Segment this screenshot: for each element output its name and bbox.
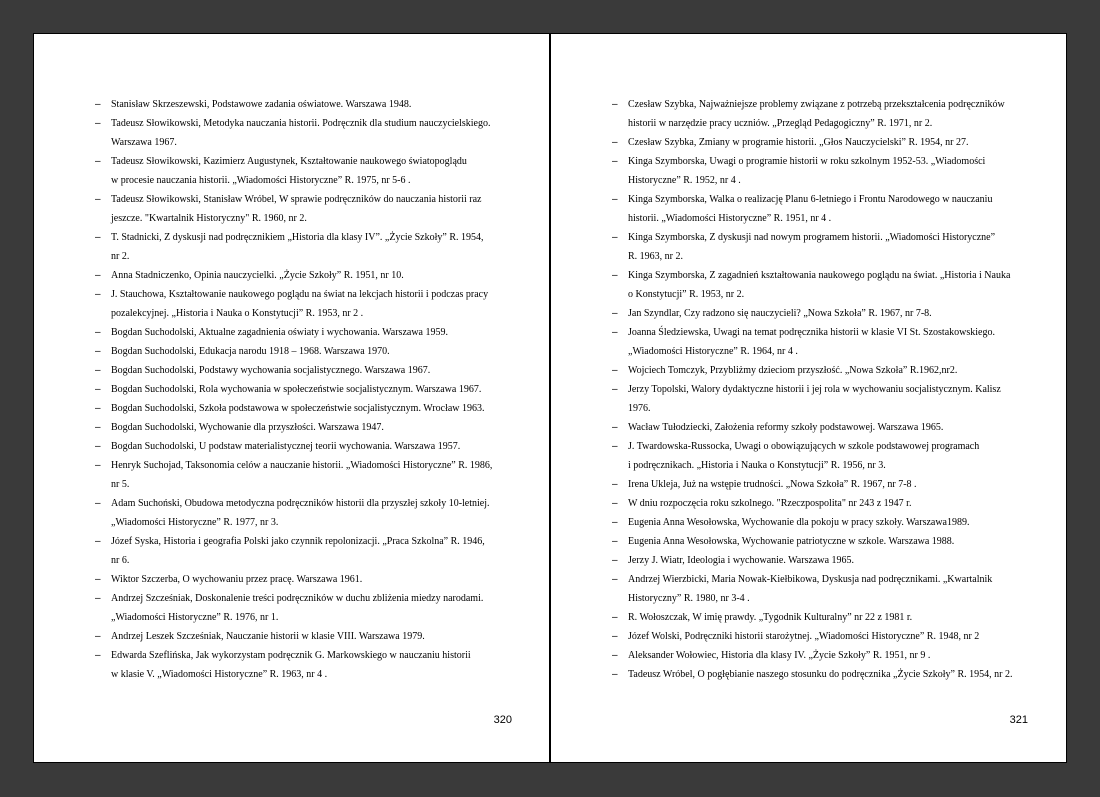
dash-bullet-icon: – xyxy=(95,574,101,585)
bibliography-entry xyxy=(612,532,1036,551)
bibliography-entry xyxy=(95,570,513,589)
bibliography-entry xyxy=(95,323,513,342)
entry-text: Andrzej Szcześniak, Doskonalenie treści podręczników w duchu zbliżenia miedzy narodami. „Wiadomości Historyczne” R. 1976, nr 1. xyxy=(111,593,484,623)
dash-bullet-icon: – xyxy=(612,479,618,490)
bibliography-entry xyxy=(612,513,1036,532)
dash-bullet-icon: – xyxy=(612,650,618,661)
dash-bullet-icon: – xyxy=(612,536,618,547)
bibliography-entry xyxy=(95,456,513,494)
dash-bullet-icon: – xyxy=(612,270,618,281)
dash-bullet-icon: – xyxy=(95,384,101,395)
dash-bullet-icon: – xyxy=(95,194,101,205)
entry-text: Joanna Śledziewska, Uwagi na temat podręcznika historii w klasie VI St. Szostakowskiego. „Wiadomości Historyczne” R. 1964, nr 4 . xyxy=(628,327,995,357)
dash-bullet-icon: – xyxy=(612,498,618,509)
entry-text: Henryk Suchojad, Taksonomia celów a nauczanie historii. „Wiadomości Historyczne” R. 1986, nr 5. xyxy=(111,460,493,490)
dash-bullet-icon: – xyxy=(612,422,618,433)
entry-text: Wojciech Tomczyk, Przybliżmy dzieciom przyszłość. „Nowa Szkoła” R.1962,nr2. xyxy=(628,365,958,376)
bibliography-entry xyxy=(612,494,1036,513)
bibliography-entry xyxy=(612,475,1036,494)
entry-text: Bogdan Suchodolski, Aktualne zagadnienia oświaty i wychowania. Warszawa 1959. xyxy=(111,327,448,338)
dash-bullet-icon: – xyxy=(612,631,618,642)
entry-text: Kinga Szymborska, Uwagi o programie historii w roku szkolnym 1952-53. „Wiadomości Historyczne” R. 1952, nr 4 . xyxy=(628,156,986,186)
bibliography-entry xyxy=(95,266,513,285)
entry-text: Bogdan Suchodolski, Podstawy wychowania socjalistycznego. Warszawa 1967. xyxy=(111,365,431,376)
entry-text: Stanisław Skrzeszewski, Podstawowe zadania oświatowe. Warszawa 1948. xyxy=(111,99,412,110)
bibliography-entry xyxy=(612,380,1036,418)
dash-bullet-icon: – xyxy=(95,232,101,243)
bibliography-entry xyxy=(612,152,1036,190)
dash-bullet-icon: – xyxy=(95,118,101,129)
bibliography-entry xyxy=(612,551,1036,570)
dash-bullet-icon: – xyxy=(95,422,101,433)
dash-bullet-icon: – xyxy=(95,346,101,357)
entry-text: Edwarda Szeflińska, Jak wykorzystam podręcznik G. Markowskiego w nauczaniu historii w klasie V. „Wiadomości Historyczne” R. 1963, nr 4 . xyxy=(111,650,471,680)
bibliography-entry xyxy=(95,361,513,380)
bibliography-entry xyxy=(95,380,513,399)
entry-text: Bogdan Suchodolski, Szkoła podstawowa w społeczeństwie socjalistycznym. Wrocław 1963. xyxy=(111,403,485,414)
bibliography-entry xyxy=(612,418,1036,437)
bibliography-entry xyxy=(95,646,513,684)
entry-text: Czesław Szybka, Zmiany w programie historii. „Głos Nauczycielski” R. 1954, nr 27. xyxy=(628,137,969,148)
dash-bullet-icon: – xyxy=(95,631,101,642)
dash-bullet-icon: – xyxy=(95,650,101,661)
dash-bullet-icon: – xyxy=(612,232,618,243)
dash-bullet-icon: – xyxy=(612,156,618,167)
entry-text: Jerzy Topolski, Walory dydaktyczne historii i jej rola w wychowaniu socjalistycznym. Kalisz 1976. xyxy=(628,384,1001,414)
dash-bullet-icon: – xyxy=(95,270,101,281)
dash-bullet-icon: – xyxy=(612,194,618,205)
entry-text: Wiktor Szczerba, O wychowaniu przez pracę. Warszawa 1961. xyxy=(111,574,363,585)
dash-bullet-icon: – xyxy=(95,99,101,110)
bibliography-entry xyxy=(612,266,1036,304)
page-right xyxy=(550,33,1067,763)
dash-bullet-icon: – xyxy=(95,536,101,547)
bibliography-entry xyxy=(612,646,1036,665)
entry-text: Jerzy J. Wiatr, Ideologia i wychowanie. Warszawa 1965. xyxy=(628,555,855,566)
dash-bullet-icon: – xyxy=(95,593,101,604)
entry-text: T. Stadnicki, Z dyskusji nad podręcznikiem „Historia dla klasy IV”. „Życie Szkoły” R. 1954, nr 2. xyxy=(111,232,484,262)
bibliography-entry xyxy=(612,361,1036,380)
dash-bullet-icon: – xyxy=(612,517,618,528)
dash-bullet-icon: – xyxy=(95,441,101,452)
entry-text: Irena Ukleja, Już na wstępie trudności. „Nowa Szkoła” R. 1967, nr 7-8 . xyxy=(628,479,917,490)
bibliography-entry xyxy=(95,418,513,437)
bibliography-entry xyxy=(612,665,1036,684)
dash-bullet-icon: – xyxy=(612,441,618,452)
entry-text: Andrzej Wierzbicki, Maria Nowak-Kiełbikowa, Dyskusja nad podręcznikami. „Kwartalnik Historyczny” R. 1980, nr 3-4 . xyxy=(628,574,993,604)
bibliography-entry xyxy=(612,323,1036,361)
dash-bullet-icon: – xyxy=(612,137,618,148)
entry-text: Tadeusz Wróbel, O pogłębianie naszego stosunku do podręcznika „Życie Szkoły” R. 1954, nr 2. xyxy=(628,669,1013,680)
dash-bullet-icon: – xyxy=(95,403,101,414)
entry-text: R. Wołoszczak, W imię prawdy. „Tygodnik Kulturalny” nr 22 z 1981 r. xyxy=(628,612,913,623)
entry-text: Bogdan Suchodolski, Rola wychowania w społeczeństwie socjalistycznym. Warszawa 1967. xyxy=(111,384,482,395)
entry-text: Anna Stadniczenko, Opinia nauczycielki. „Życie Szkoły” R. 1951, nr 10. xyxy=(111,270,404,281)
bibliography-entry xyxy=(95,399,513,418)
bibliography-entry xyxy=(612,627,1036,646)
entry-text: W dniu rozpoczęcia roku szkolnego. "Rzeczpospolita" nr 243 z 1947 r. xyxy=(628,498,912,509)
entry-text: J. Stauchowa, Kształtowanie naukowego poglądu na świat na lekcjach historii i podczas pracy pozalekcyjnej. „Historia i Nauka o Konstytucji” R. 1953, nr 2 . xyxy=(111,289,489,319)
dash-bullet-icon: – xyxy=(612,612,618,623)
bibliography-entry xyxy=(95,627,513,646)
bibliography-entry xyxy=(95,190,513,228)
entry-text: Kinga Szymborska, Z dyskusji nad nowym programem historii. „Wiadomości Historyczne” R. 1963, nr 2. xyxy=(628,232,996,262)
bibliography-entry xyxy=(95,114,513,152)
entry-text: Aleksander Wołowiec, Historia dla klasy IV. „Życie Szkoły” R. 1951, nr 9 . xyxy=(628,650,931,661)
bibliography-entry xyxy=(612,133,1036,152)
entry-text: Kinga Szymborska, Walka o realizację Planu 6-letniego i Frontu Narodowego w nauczaniu historii. „Wiadomości Historyczne” R. 1951, nr 4 . xyxy=(628,194,993,224)
entry-text: Jan Szyndlar, Czy radzono się nauczycieli? „Nowa Szkoła” R. 1967, nr 7-8. xyxy=(628,308,932,319)
page-number-right: 321 xyxy=(1009,714,1028,726)
dash-bullet-icon: – xyxy=(95,156,101,167)
entry-text: Józef Syska, Historia i geografia Polski jako czynnik repolonizacji. „Praca Szkolna” R. 1946, nr 6. xyxy=(111,536,485,566)
bibliography-entry xyxy=(612,437,1036,475)
dash-bullet-icon: – xyxy=(612,555,618,566)
bibliography-entry xyxy=(95,437,513,456)
dash-bullet-icon: – xyxy=(95,460,101,471)
entry-text: Tadeusz Słowikowski, Metodyka nauczania historii. Podręcznik dla studium nauczycielskiego. Warszawa 1967. xyxy=(111,118,491,148)
bibliography-entry xyxy=(612,304,1036,323)
dash-bullet-icon: – xyxy=(612,99,618,110)
dash-bullet-icon: – xyxy=(612,669,618,680)
bibliography-entry xyxy=(612,228,1036,266)
page-left xyxy=(33,33,550,763)
bibliography-entry xyxy=(95,589,513,627)
bibliography-entry xyxy=(612,95,1036,133)
entry-text: Wacław Tułodziecki, Założenia reformy szkoły podstawowej. Warszawa 1965. xyxy=(628,422,944,433)
dash-bullet-icon: – xyxy=(612,384,618,395)
entry-text: Tadeusz Słowikowski, Kazimierz Augustynek, Kształtowanie naukowego światopoglądu w procesie nauczania historii. „Wiadomości Historyczne” R. 1975, nr 5-6 . xyxy=(111,156,467,186)
bibliography-entry xyxy=(95,494,513,532)
entry-text: Eugenia Anna Wesołowska, Wychowanie dla pokoju w pracy szkoły. Warszawa1989. xyxy=(628,517,970,528)
bibliography-entry xyxy=(612,570,1036,608)
dash-bullet-icon: – xyxy=(612,574,618,585)
entry-text: Adam Suchoński, Obudowa metodyczna podręczników historii dla przyszłej szkoły 10-letniej. „Wiadomości Historyczne” R. 1977, nr 3. xyxy=(111,498,490,528)
bibliography-entry xyxy=(95,95,513,114)
entry-text: Czesław Szybka, Najważniejsze problemy związane z potrzebą przekształcenia podręczników historii w narzędzie pracy uczniów. „Przegląd Pedagogiczny” R. 1971, nr 2. xyxy=(628,99,1005,129)
entry-text: Bogdan Suchodolski, Wychowanie dla przyszłości. Warszawa 1947. xyxy=(111,422,384,433)
dash-bullet-icon: – xyxy=(95,498,101,509)
dash-bullet-icon: – xyxy=(612,308,618,319)
entry-text: Józef Wolski, Podręczniki historii starożytnej. „Wiadomości Historyczne” R. 1948, nr 2 xyxy=(628,631,980,642)
dash-bullet-icon: – xyxy=(612,365,618,376)
entry-text: J. Twardowska-Russocka, Uwagi o obowiązujących w szkole podstawowej programach i podręcznikach. „Historia i Nauka o Konstytucji” R. 1956, nr 3. xyxy=(628,441,980,471)
bibliography-entry xyxy=(95,228,513,266)
dash-bullet-icon: – xyxy=(612,327,618,338)
entry-text: Eugenia Anna Wesołowska, Wychowanie patriotyczne w szkole. Warszawa 1988. xyxy=(628,536,955,547)
bibliography-entry xyxy=(95,285,513,323)
bibliography-entry xyxy=(612,608,1036,627)
bibliography-entry xyxy=(95,532,513,570)
entry-text: Andrzej Leszek Szcześniak, Nauczanie historii w klasie VIII. Warszawa 1979. xyxy=(111,631,425,642)
dash-bullet-icon: – xyxy=(95,289,101,300)
bibliography-entry xyxy=(95,342,513,361)
dash-bullet-icon: – xyxy=(95,365,101,376)
dash-bullet-icon: – xyxy=(95,327,101,338)
bibliography-list-left xyxy=(95,95,513,684)
bibliography-entry xyxy=(612,190,1036,228)
entry-text: Tadeusz Słowikowski, Stanisław Wróbel, W sprawie podręczników do nauczania historii raz jeszcze. "Kwartalnik Historyczny" R. 1960, nr 2. xyxy=(111,194,482,224)
entry-text: Bogdan Suchodolski, Edukacja narodu 1918 – 1968. Warszawa 1970. xyxy=(111,346,390,357)
bibliography-list-right xyxy=(612,95,1036,684)
page-number-left: 320 xyxy=(493,714,512,726)
entry-text: Bogdan Suchodolski, U podstaw materialistycznej teorii wychowania. Warszawa 1957. xyxy=(111,441,461,452)
entry-text: Kinga Szymborska, Z zagadnień kształtowania naukowego poglądu na świat. „Historia i Nauka o Konstytucji” R. 1953, nr 2. xyxy=(628,270,1011,300)
bibliography-entry xyxy=(95,152,513,190)
